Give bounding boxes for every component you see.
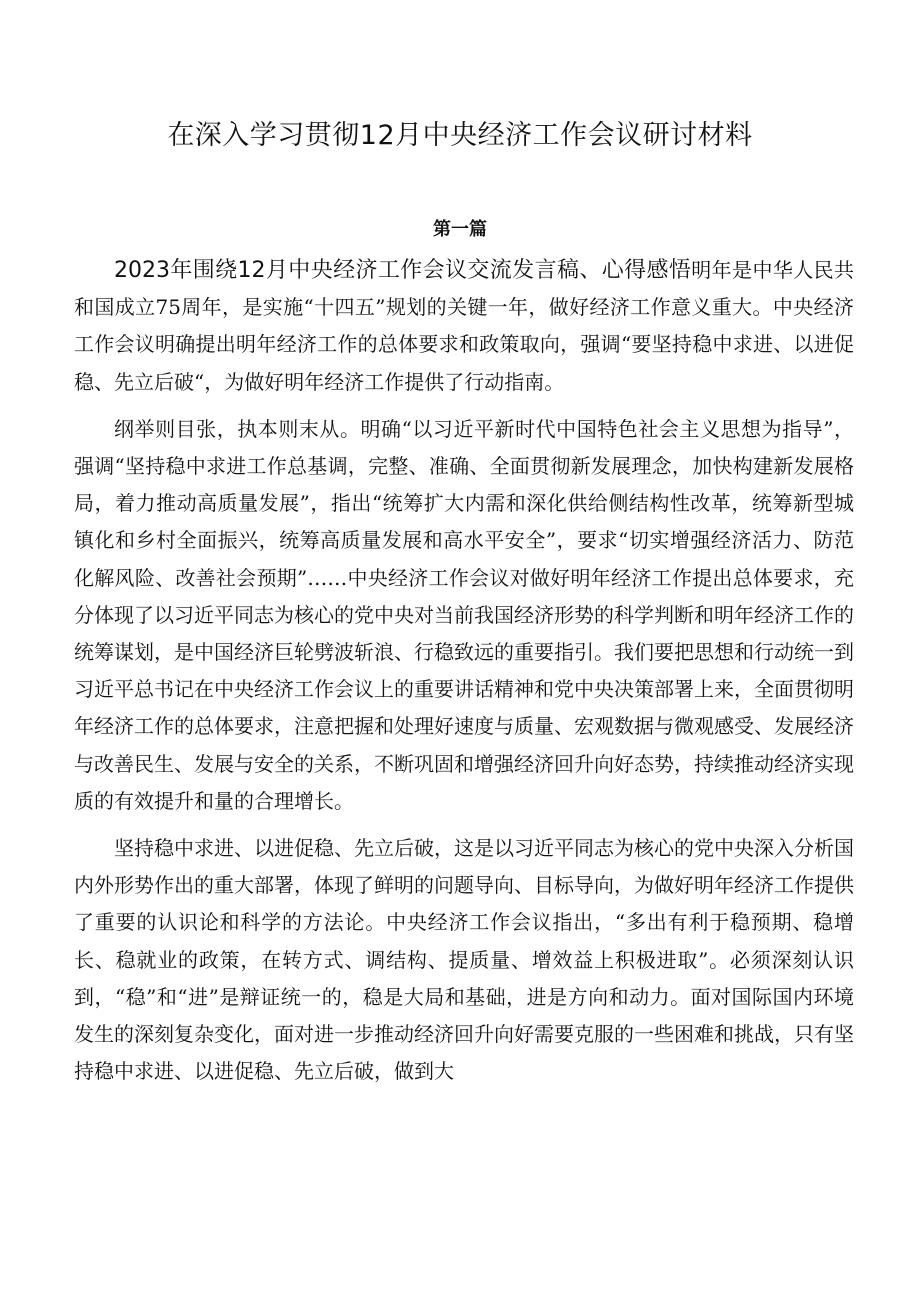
- document-body: [74, 252, 854, 1090]
- body-paragraph-2: 纲举则目张，执本则末从。明确“以习近平新时代中国特色社会主义思想为指导”，强调“坚持稳中求进工作总基调，完整、准确、全面贯彻新发展理念，加快构建新发展格局，着力推动高质量发展”，指出“统筹扩大内需和深化供给侧结构性改革，统筹新型城镇化和乡村全面振兴，统筹高质量发展和高水平安全”，要求“切实增强经济活力、防范化解风险、改善社会预期”……中央经济工作会议对做好明年经济工作提出总体要求，充分体现了以习近平同志为核心的党中央对当前我国经济形势的科学判断和明年经济工作的统筹谋划，是中国经济巨轮劈波斩浪、行稳致远的重要指引。我们要把思想和行动统一到习近平总书记在中央经济工作会议上的重要讲话精神和党中央决策部署上来，全面贯彻明年经济工作的总体要求，注意把握和处理好速度与质量、宏观数据与微观感受、发展经济与改善民生、发展与安全的关系，不断巩固和增强经济回升向好态势，持续推动经济实现质的有效提升和量的合理增长。: [74, 416, 854, 813]
- paragraph-text: 明年是中华人民共和国成立75周年，是实施“十四五”规划的关键一年，做好经济工作意义重大。中央经济工作会议明确提出明年经济工作的总体要求和政策取向，强调“要坚持稳中求进、以进促稳、先立后破“，为做好明年经济工作提供了行动指南。: [74, 258, 855, 394]
- body-paragraph-1: [74, 252, 854, 401]
- body-paragraph-3: 坚持稳中求进、以进促稳、先立后破，这是以习近平同志为核心的党中央深入分析国内外形势作出的重大部署，体现了鲜明的问题导向、目标导向，为做好明年经济工作提供了重要的认识论和科学的方法论。中央经济工作会议指出，“多出有利于稳预期、稳增长、稳就业的政策，在转方式、调结构、提质量、增效益上积极进取”。必须深刻认识到，“稳”和“进”是辩证统一的，稳是大局和基础，进是方向和动力。面对国际国内环境发生的深刻复杂变化，面对进一步推动经济回升向好需要克服的一些困难和挑战，只有坚持稳中求进、以进促稳、先立后破，做到大: [74, 836, 854, 1084]
- document-title: 在深入学习贯彻12月中央经济工作会议研讨材料: [167, 120, 753, 151]
- section-label: 第一篇: [433, 219, 487, 240]
- lead-heading: 2023年围绕12月中央经济工作会议交流发言稿、心得感悟: [114, 258, 692, 283]
